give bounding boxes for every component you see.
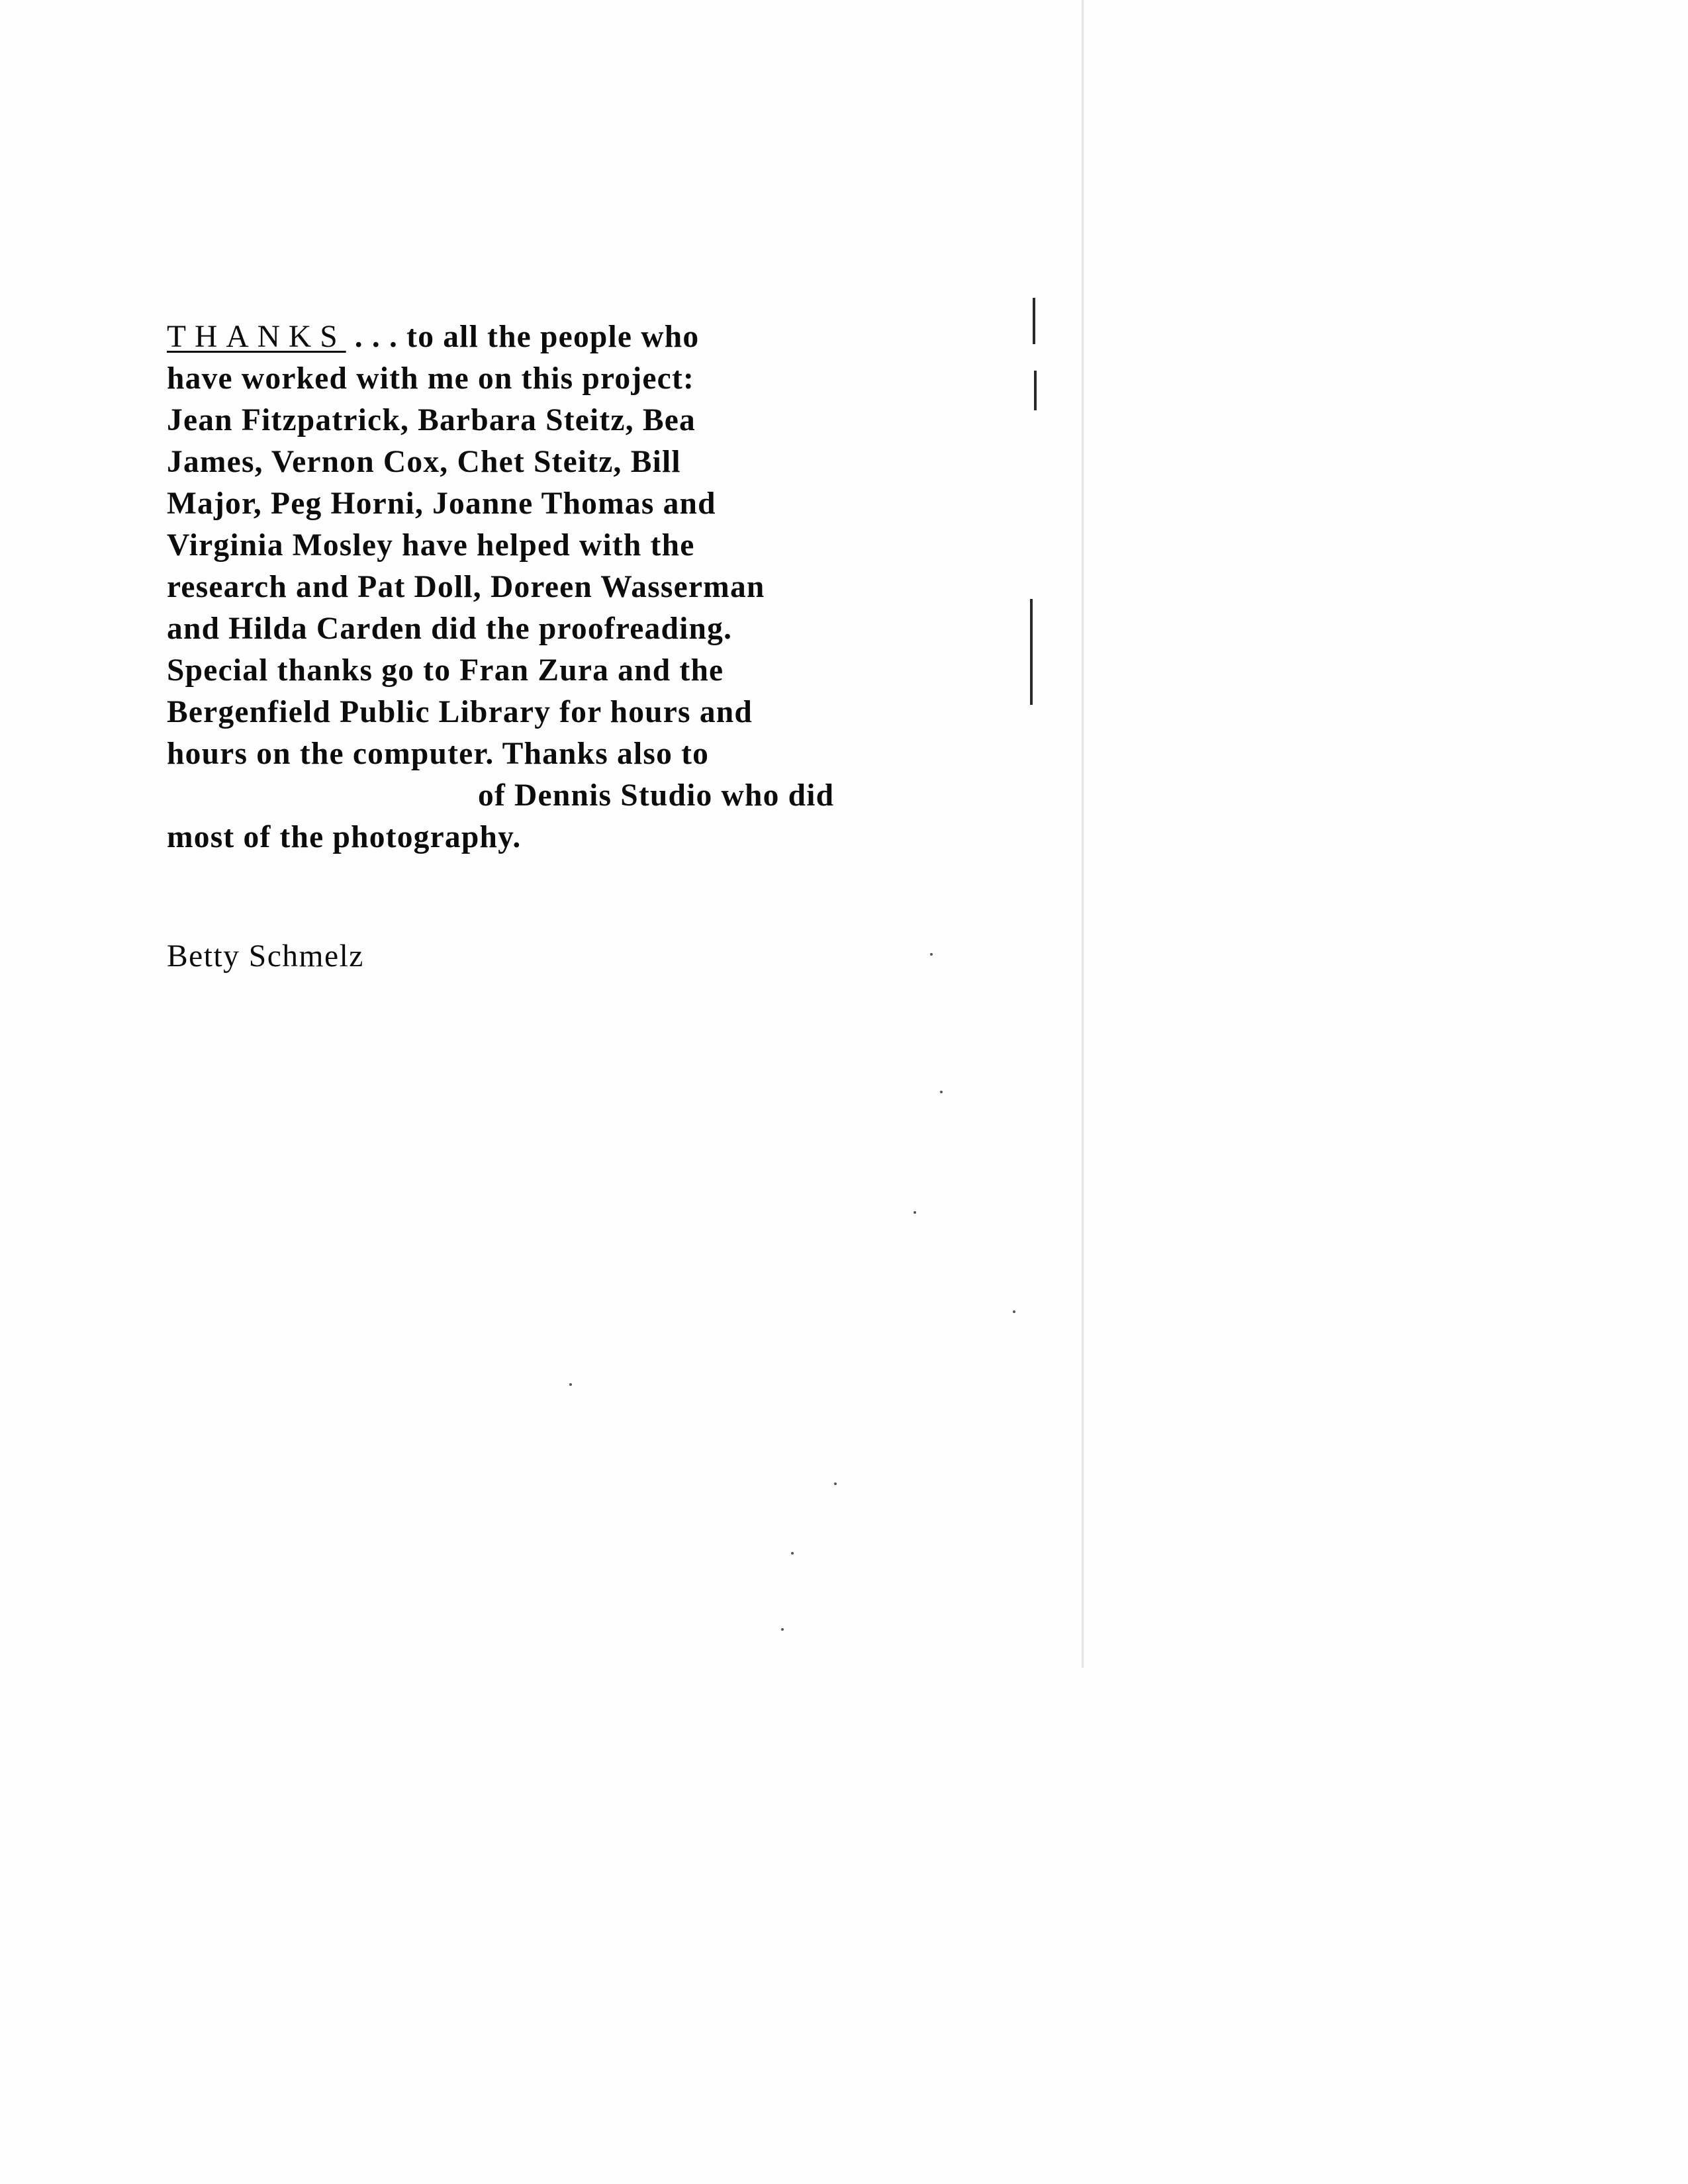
page-fold-line [1082, 0, 1084, 1668]
margin-mark [1033, 298, 1035, 344]
letter-line: Jean Fitzpatrick, Barbara Steitz, Bea [167, 403, 696, 437]
letter-line: and Hilda Carden did the proofreading. [167, 612, 733, 646]
margin-mark [1034, 371, 1037, 410]
letter-line: Bergenfield Public Library for hours and [167, 695, 753, 729]
letter-line-text: of Dennis Studio who did [478, 778, 835, 813]
letter-line: Major, Peg Horni, Joanne Thomas and [167, 486, 716, 521]
thanks-heading: THANKS [167, 320, 346, 354]
letter-line: James, Vernon Cox, Chet Steitz, Bill [167, 445, 681, 479]
letter-line [167, 775, 994, 817]
letter-line: hours on the computer. Thanks also to [167, 737, 710, 771]
margin-mark [1030, 599, 1033, 705]
speck [834, 1482, 837, 1485]
speck [781, 1628, 784, 1631]
letter-line: have worked with me on this project: [167, 361, 694, 396]
letter-line [167, 316, 994, 358]
letter-line: research and Pat Doll, Doreen Wasserman [167, 570, 765, 604]
speck [930, 953, 933, 956]
letter-line: Virginia Mosley have helped with the [167, 528, 695, 563]
letter-line: most of the photography. [167, 820, 522, 854]
letter-line: Special thanks go to Fran Zura and the [167, 653, 724, 688]
speck [940, 1091, 943, 1093]
signature: Betty Schmelz [167, 939, 364, 974]
speck [1013, 1310, 1015, 1313]
thanks-letter [167, 316, 994, 858]
speck [791, 1552, 794, 1555]
speck [914, 1211, 916, 1214]
letter-line-text: . . . to all the people who [354, 320, 700, 354]
speck [569, 1383, 572, 1386]
